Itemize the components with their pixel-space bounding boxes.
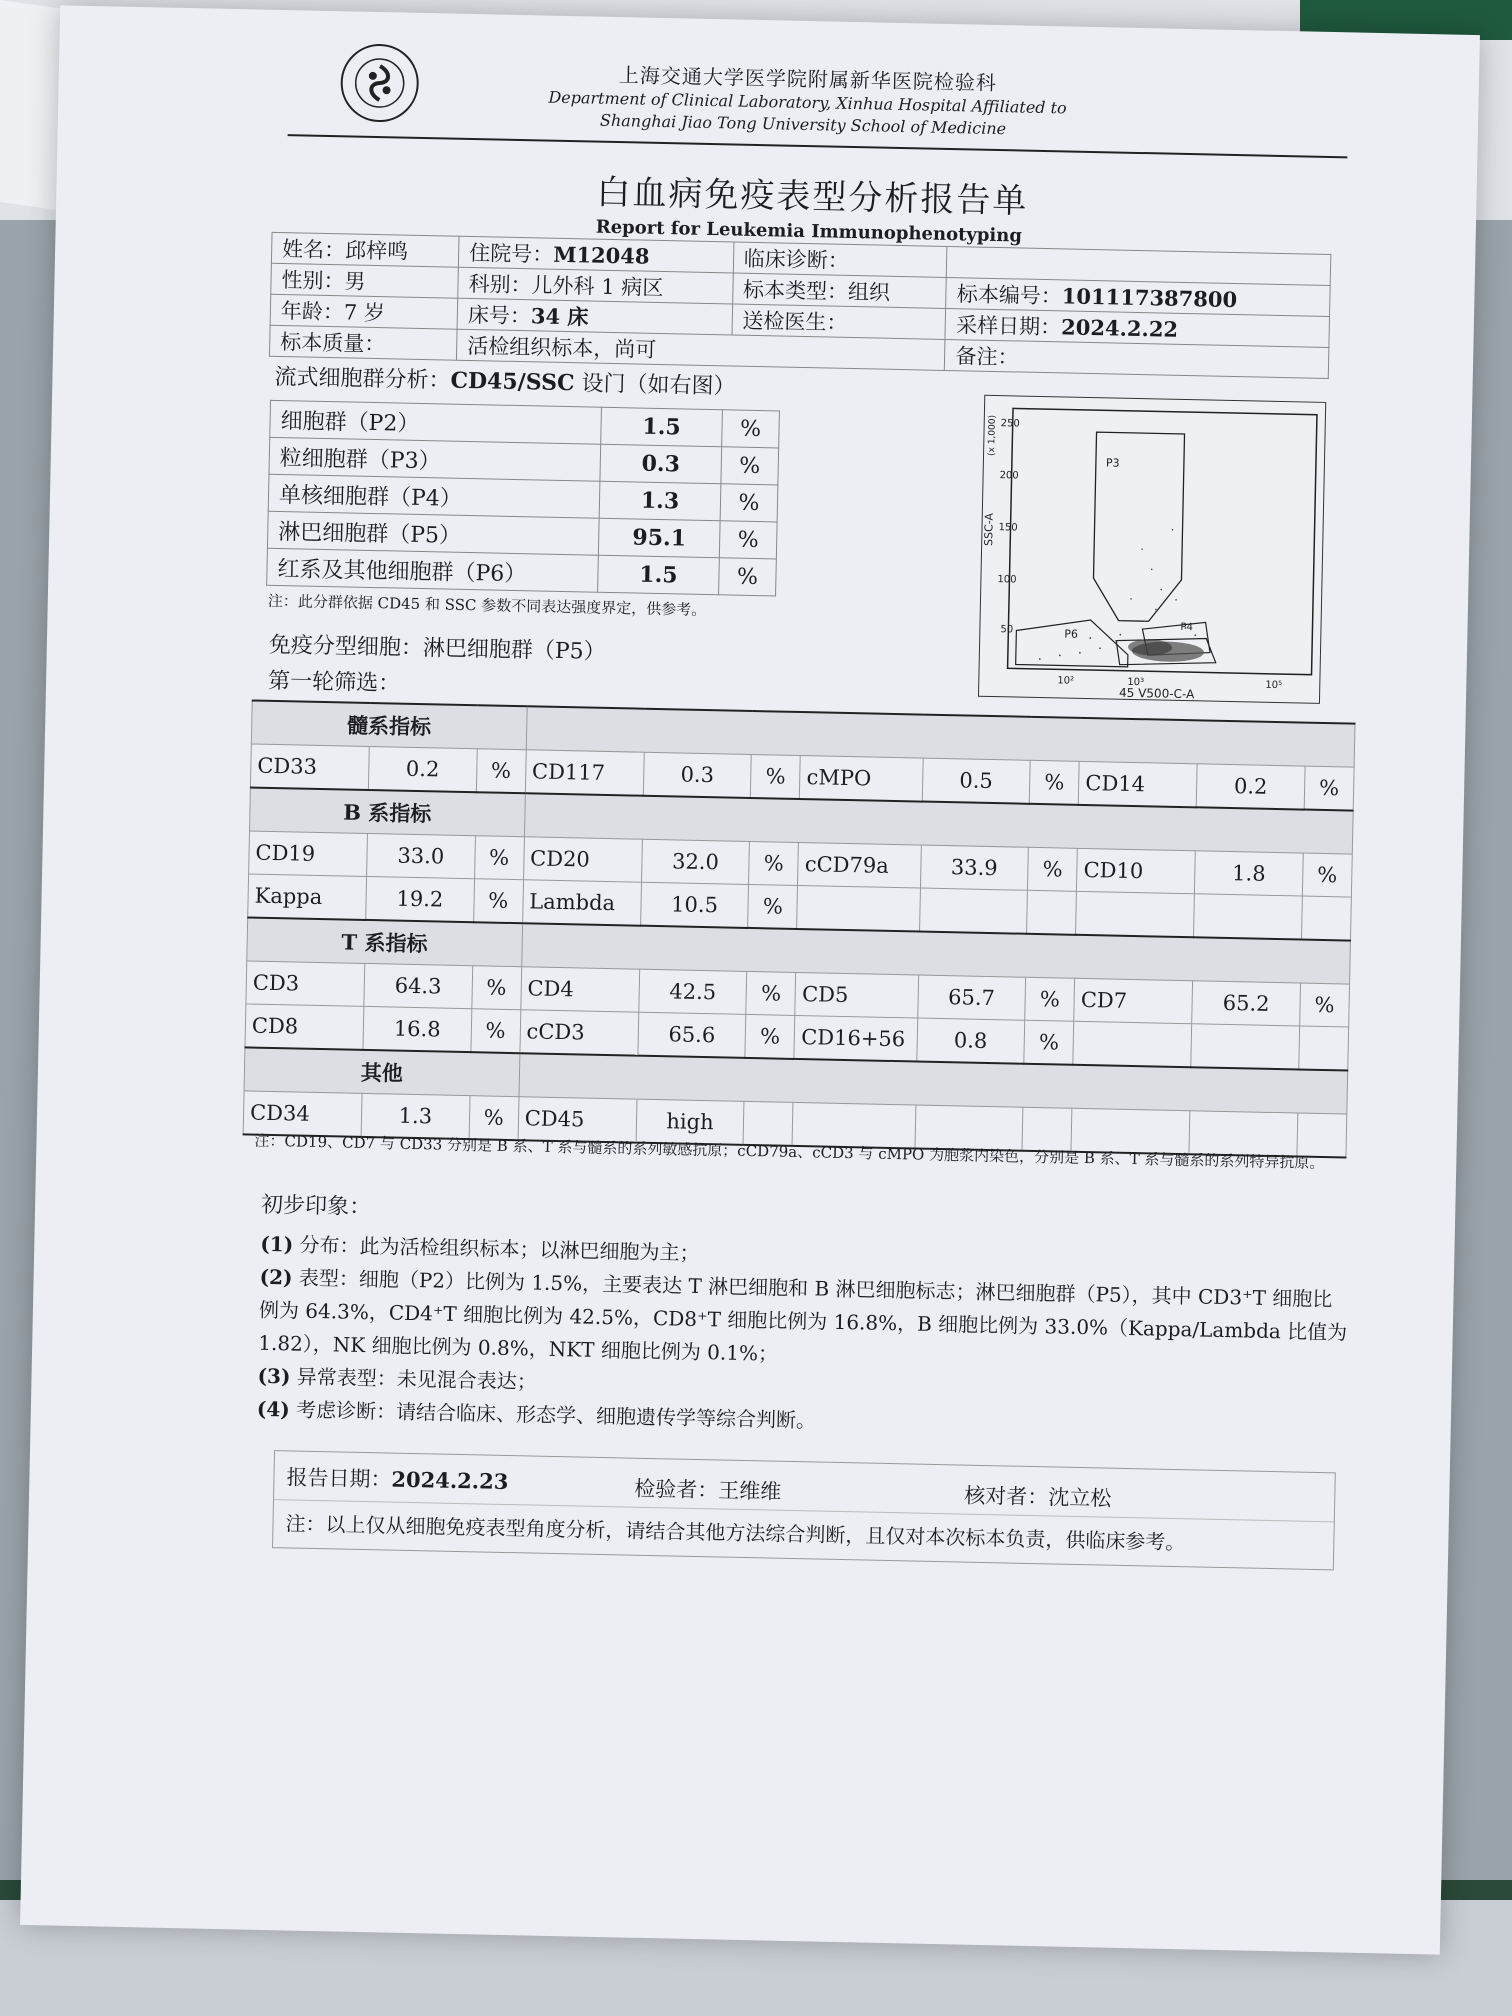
marker-value: 65.2 bbox=[1192, 981, 1300, 1026]
population-note: 注：此分群依据 CD45 和 SSC 参数不同表达强度界定，供参考。 bbox=[267, 591, 707, 619]
marker-value: 42.5 bbox=[639, 969, 747, 1014]
marker-value: 19.2 bbox=[366, 876, 474, 922]
impression-num: (3) bbox=[257, 1363, 291, 1389]
population-unit: % bbox=[722, 410, 780, 448]
group-title-myeloid: 髓系指标 bbox=[251, 701, 527, 750]
doctor-label: 送检医生： bbox=[742, 308, 848, 335]
marker-value: 33.0 bbox=[367, 833, 475, 878]
name-label: 姓名： bbox=[281, 237, 346, 263]
first-round-label: 第一轮筛选： bbox=[267, 668, 401, 697]
impression-label: 表型： bbox=[298, 1265, 360, 1291]
marker-unit bbox=[1301, 896, 1351, 941]
marker-note: 注：CD19、CD7 与 CD33 分别是 B 系、T 系与髓系的系列敏感抗原；cCD79a、cCD3 与 cMPO 为胞浆内染色，分别是 B 系、T 系与髓系的系列特异抗原。 bbox=[254, 1131, 1325, 1173]
flow-heading bbox=[274, 360, 736, 401]
marker-value: 0.2 bbox=[1196, 764, 1304, 810]
population-value: 0.3 bbox=[600, 444, 722, 484]
checker-name: 沈立松 bbox=[1047, 1485, 1112, 1511]
group-title-other: 其他 bbox=[244, 1047, 520, 1096]
marker-name: cMPO bbox=[800, 756, 923, 802]
impression-list bbox=[257, 1228, 1351, 1449]
population-unit: % bbox=[719, 521, 777, 559]
marker-name: CD34 bbox=[243, 1091, 362, 1137]
sampling-date-label: 采样日期： bbox=[955, 313, 1062, 340]
marker-name: CD14 bbox=[1078, 761, 1197, 807]
age-label: 年龄： bbox=[280, 299, 345, 325]
gate-label: P4 bbox=[1180, 621, 1193, 634]
marker-name bbox=[797, 885, 920, 931]
specimen-quality: 活检组织标本，尚可 bbox=[467, 333, 657, 362]
remarks-cell bbox=[945, 339, 1329, 378]
inpatient-label: 住院号： bbox=[468, 240, 554, 267]
marker-value: 1.8 bbox=[1195, 851, 1303, 896]
report-footer bbox=[272, 1450, 1336, 1570]
group-title-b: B 系指标 bbox=[250, 787, 526, 836]
flow-heading-prefix: 流式细胞群分析： bbox=[274, 364, 451, 394]
specimen-type: 组织 bbox=[847, 279, 891, 305]
gate-label: P3 bbox=[1105, 456, 1120, 470]
population-value: 1.3 bbox=[599, 481, 721, 521]
report-title-en: Report for Leukemia Immunophenotyping bbox=[595, 216, 1023, 247]
impression-label: 异常表型： bbox=[296, 1364, 398, 1391]
patient-dept: 儿外科 1 病区 bbox=[531, 273, 664, 301]
marker-name bbox=[1073, 1021, 1192, 1067]
patient-name: 邱梓鸣 bbox=[344, 238, 409, 264]
hospital-name-en-line2: Shanghai Jiao Tong University School of Medicine bbox=[599, 110, 1007, 139]
plot-x-tick: 10⁵ bbox=[1265, 679, 1283, 692]
dept-cell bbox=[458, 267, 733, 304]
population-name: 粒细胞群（P3） bbox=[269, 437, 601, 481]
flow-heading-suffix: 设门（如右图） bbox=[574, 371, 736, 400]
impression-heading: 初步印象： bbox=[260, 1192, 372, 1221]
specimen-type-cell bbox=[732, 273, 946, 308]
marker-unit: % bbox=[1304, 766, 1354, 811]
plot-y-tick: 100 bbox=[997, 574, 1017, 586]
hospital-logo bbox=[338, 41, 422, 125]
marker-name: CD5 bbox=[795, 972, 918, 1018]
population-unit: % bbox=[719, 558, 777, 596]
flow-heading-gate: CD45/SSC bbox=[450, 367, 575, 397]
plot-y-label: SSC-A bbox=[982, 512, 996, 547]
marker-value: 32.0 bbox=[641, 839, 749, 884]
marker-value: 64.3 bbox=[364, 963, 472, 1008]
bed-cell bbox=[457, 298, 732, 335]
population-name: 红系及其他细胞群（P6） bbox=[267, 548, 599, 592]
population-name: 淋巴细胞群（P5） bbox=[267, 511, 599, 555]
marker-unit: % bbox=[1025, 977, 1075, 1021]
population-table bbox=[266, 400, 780, 597]
impression-label: 考虑诊断： bbox=[295, 1397, 397, 1424]
marker-name: CD45 bbox=[518, 1097, 637, 1143]
population-value: 1.5 bbox=[598, 555, 720, 595]
marker-unit bbox=[1299, 1026, 1349, 1071]
marker-unit: % bbox=[474, 836, 524, 880]
marker-value: 65.6 bbox=[638, 1012, 746, 1058]
marker-name: Kappa bbox=[248, 874, 367, 920]
marker-value bbox=[1191, 1024, 1299, 1070]
marker-value: 65.7 bbox=[917, 975, 1025, 1020]
checker bbox=[964, 1480, 1112, 1513]
plot-frame bbox=[1008, 408, 1317, 674]
plot-y-unit: (x 1,000) bbox=[987, 414, 998, 457]
plot-y-tick: 150 bbox=[998, 522, 1018, 534]
marker-value: 0.5 bbox=[922, 758, 1030, 804]
patient-info-table bbox=[269, 232, 1331, 379]
marker-name: CD8 bbox=[245, 1004, 364, 1050]
marker-unit: % bbox=[748, 884, 798, 929]
age-cell bbox=[270, 294, 458, 329]
tester-label: 检验者： bbox=[634, 1476, 719, 1503]
marker-value bbox=[1194, 894, 1302, 940]
population-name: 单核细胞群（P4） bbox=[268, 474, 600, 518]
tester-name: 王维维 bbox=[718, 1478, 782, 1504]
marker-name: CD7 bbox=[1074, 978, 1193, 1023]
marker-name: CD10 bbox=[1077, 848, 1196, 893]
patient-sex: 男 bbox=[344, 269, 366, 294]
marker-unit: % bbox=[746, 971, 796, 1015]
patient-age: 7 岁 bbox=[343, 300, 386, 326]
marker-unit: % bbox=[1028, 847, 1078, 891]
name-cell bbox=[271, 232, 459, 267]
plot-x-tick: 10³ bbox=[1127, 676, 1145, 689]
sampling-date: 2024.2.22 bbox=[1060, 314, 1179, 342]
marker-name: CD117 bbox=[525, 750, 644, 796]
marker-value: 10.5 bbox=[640, 882, 748, 928]
population-unit: % bbox=[721, 447, 779, 485]
marker-unit: % bbox=[469, 1096, 519, 1141]
group-title-t: T 系指标 bbox=[247, 917, 523, 966]
impression-text: 此为活检组织标本；以淋巴细胞为主； bbox=[359, 1233, 700, 1265]
marker-unit: % bbox=[745, 1014, 795, 1059]
specimen-type-label: 标本类型： bbox=[742, 277, 849, 304]
report-date bbox=[286, 1461, 508, 1496]
header-rule bbox=[288, 134, 1348, 158]
remarks-label: 备注： bbox=[955, 344, 1019, 370]
marker-table bbox=[243, 700, 1356, 1159]
bed-label: 床号： bbox=[467, 302, 532, 329]
sex-label: 性别： bbox=[281, 268, 345, 294]
marker-name: Lambda bbox=[522, 880, 641, 926]
diagnosis-cell bbox=[733, 242, 947, 277]
marker-name: cCD79a bbox=[798, 842, 921, 888]
impression-text: 未见混合表达； bbox=[396, 1366, 537, 1394]
impression-text: 请结合临床、形态学、细胞遗传学等综合判断。 bbox=[395, 1399, 817, 1433]
specimen-no-label: 标本编号： bbox=[956, 282, 1063, 309]
marker-unit: % bbox=[471, 1009, 521, 1054]
impression-num: (2) bbox=[259, 1264, 293, 1290]
population-name: 细胞群（P2） bbox=[270, 400, 602, 444]
marker-unit: % bbox=[473, 879, 523, 924]
footer-note: 注：以上仅从细胞免疫表型角度分析，请结合其他方法综合判断，且仅对本次标本负责，供临床参考。 bbox=[285, 1511, 1186, 1555]
marker-value: 16.8 bbox=[363, 1006, 471, 1052]
marker-unit: % bbox=[1302, 853, 1352, 897]
report-date-value: 2024.2.23 bbox=[391, 1466, 509, 1495]
plot-x-label: 45 V500-C-A bbox=[1118, 685, 1195, 702]
marker-unit: % bbox=[1024, 1020, 1074, 1065]
impression-label: 分布： bbox=[299, 1232, 360, 1258]
marker-value: 1.3 bbox=[361, 1093, 469, 1139]
marker-value: 0.3 bbox=[643, 752, 751, 798]
marker-unit: % bbox=[749, 841, 799, 885]
plot-y-tick: 250 bbox=[1000, 418, 1020, 430]
inpatient-no: M12048 bbox=[552, 241, 650, 269]
immuno-cell-label: 免疫分型细胞：淋巴细胞群（P5） bbox=[268, 632, 606, 665]
inpatient-cell bbox=[458, 236, 733, 273]
checker-label: 核对者： bbox=[963, 1483, 1049, 1510]
impression-text: 细胞（P2）比例为 1.5%，主要表达 T 淋巴细胞和 B 淋巴细胞标志；淋巴细胞群（P5），其中 CD3⁺T 细胞比例为 64.3%，CD4⁺T 细胞比例为 42.5%，CD8⁺T 细胞比例为 16.8%，B 细胞比例为 33.0%（Kappa/Lambda 比值为 1.82），NK 细胞比例为 0.8%，NKT 细胞比例为 0.1%； bbox=[258, 1266, 1348, 1366]
quality-label-cell bbox=[269, 325, 457, 360]
report-title-cn: 白血病免疫表型分析报告单 bbox=[596, 172, 1029, 222]
marker-value: 0.8 bbox=[916, 1018, 1024, 1064]
doctor-cell bbox=[732, 304, 946, 339]
marker-unit: % bbox=[1300, 983, 1350, 1027]
hospital-name-en-line1: Department of Clinical Laboratory, Xinhua Hospital Affiliated to bbox=[548, 87, 1067, 118]
hospital-name-cn: 上海交通大学医学院附属新华医院检验科 bbox=[618, 63, 998, 95]
report-paper bbox=[20, 5, 1480, 1954]
marker-name: CD4 bbox=[521, 967, 640, 1012]
marker-name: CD33 bbox=[250, 744, 369, 790]
impression-num: (1) bbox=[260, 1231, 294, 1257]
plot-y-tick: 200 bbox=[999, 470, 1019, 482]
marker-unit: % bbox=[471, 966, 521, 1010]
quality-label: 标本质量： bbox=[280, 330, 386, 357]
marker-name bbox=[1076, 891, 1195, 937]
gate-label: P6 bbox=[1064, 627, 1079, 641]
plot-y-tick: 50 bbox=[1000, 624, 1014, 636]
marker-unit: % bbox=[751, 754, 801, 799]
plot-x-tick: 10² bbox=[1057, 675, 1075, 687]
tester bbox=[634, 1473, 782, 1506]
marker-value: high bbox=[636, 1099, 744, 1145]
diagnosis-label: 临床诊断： bbox=[743, 246, 849, 273]
flow-cytometry-plot bbox=[978, 395, 1326, 704]
marker-name: CD16+56 bbox=[794, 1015, 917, 1061]
marker-value: 33.9 bbox=[920, 845, 1028, 890]
sex-cell bbox=[271, 263, 459, 298]
marker-unit: % bbox=[1029, 760, 1079, 805]
population-value: 95.1 bbox=[598, 518, 720, 558]
patient-bed: 34 床 bbox=[530, 303, 589, 330]
gate-p6 bbox=[1016, 619, 1129, 667]
impression-num: (4) bbox=[256, 1396, 291, 1422]
marker-name: CD20 bbox=[523, 837, 642, 882]
population-unit: % bbox=[720, 484, 778, 522]
report-date-label: 报告日期： bbox=[286, 1465, 392, 1492]
marker-value bbox=[919, 888, 1027, 934]
marker-name: CD19 bbox=[249, 831, 368, 876]
marker-value: 0.2 bbox=[368, 746, 476, 792]
specimen-no: 101117387800 bbox=[1061, 283, 1238, 313]
dept-label: 科别： bbox=[468, 271, 532, 298]
marker-unit: % bbox=[476, 749, 526, 794]
marker-name: CD3 bbox=[246, 961, 365, 1006]
marker-unit bbox=[1027, 890, 1077, 935]
marker-name: cCD3 bbox=[520, 1010, 639, 1056]
population-value: 1.5 bbox=[601, 407, 723, 447]
